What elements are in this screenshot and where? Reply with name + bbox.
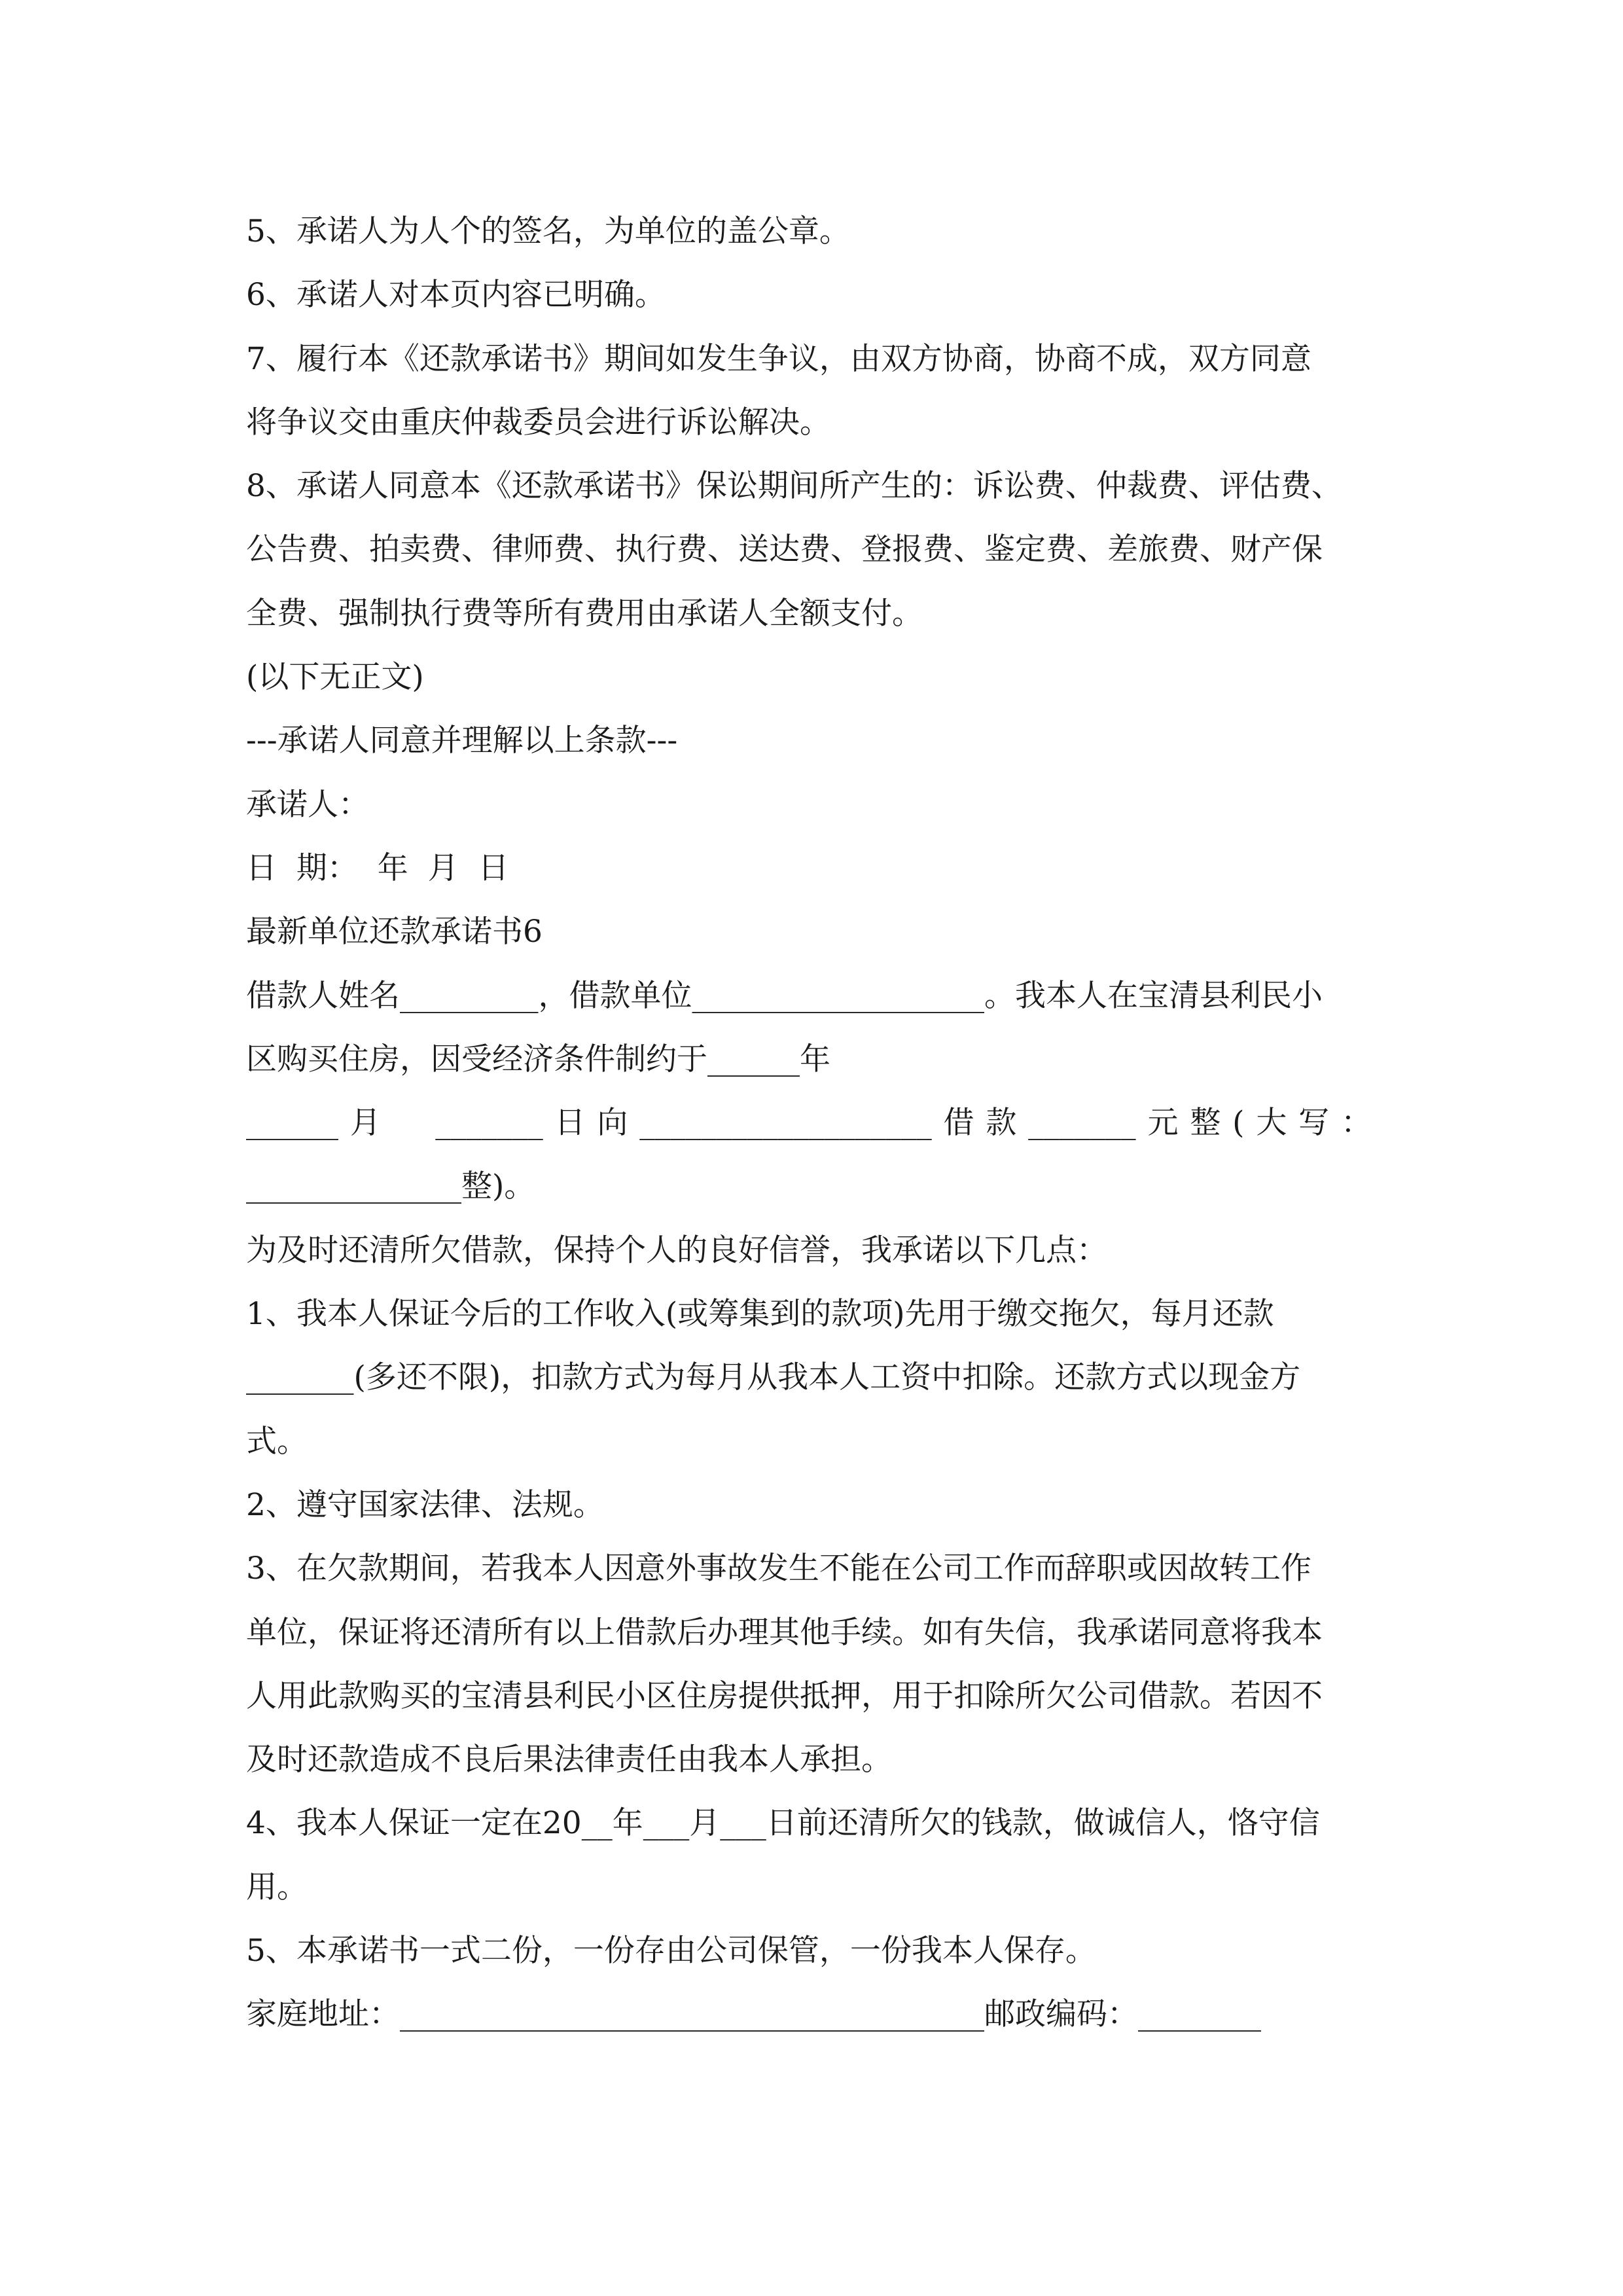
text-line: 承诺人： <box>246 786 369 823</box>
text-line: 2、遵守国家法律、法规。 <box>246 1486 604 1523</box>
text-line: 家庭地址：______________________________________邮政编码：________ <box>246 1996 1261 2033</box>
text-line: 4、我本人保证一定在20__年___月___日前还清所欠的钱款，做诚信人，恪守信 <box>246 1805 1320 1842</box>
text-line: 将争议交由重庆仲裁委员会进行诉讼解决。 <box>246 404 830 440</box>
text-line: (以下无正文) <box>246 659 424 696</box>
text-line: 式。 <box>246 1423 308 1460</box>
text-line: 及时还款造成不良后果法律责任由我本人承担。 <box>246 1742 892 1778</box>
text-line: 人用此款购买的宝清县利民小区住房提供抵押，用于扣除所欠公司借款。若因不 <box>246 1677 1323 1714</box>
text-line: ______月 _______日向___________________借款_______元整(大写： <box>246 1105 1372 1141</box>
text-line: 公告费、拍卖费、律师费、执行费、送达费、登报费、鉴定费、差旅费、财产保 <box>246 531 1323 568</box>
text-line: 单位，保证将还清所有以上借款后办理其他手续。如有失信，我承诺同意将我本 <box>246 1614 1323 1651</box>
document-page <box>246 200 1398 2047</box>
text-line: 借款人姓名_________，借款单位___________________。我本人在宝清县利民小 <box>246 977 1323 1014</box>
text-line: 6、承诺人对本页内容已明确。 <box>246 277 666 314</box>
section-title: 最新单位还款承诺书6 <box>246 914 543 950</box>
text-line: 1、我本人保证今后的工作收入(或筹集到的款项)先用于缴交拖欠，每月还款 <box>246 1296 1274 1333</box>
text-line: 日 期： 年 月 日 <box>246 850 509 886</box>
text-line: 8、承诺人同意本《还款承诺书》保讼期间所产生的：诉讼费、仲裁费、评估费、 <box>246 468 1342 505</box>
text-line: 7、履行本《还款承诺书》期间如发生争议，由双方协商，协商不成，双方同意 <box>246 340 1311 377</box>
text-line: 5、本承诺书一式二份，一份存由公司保管，一份我本人保存。 <box>246 1933 1096 1969</box>
text-line: 区购买住房，因受经济条件制约于______年 <box>246 1041 830 1077</box>
text-line: 为及时还清所欠借款，保持个人的良好信誉，我承诺以下几点： <box>246 1232 1107 1268</box>
text-line: ---承诺人同意并理解以上条款--- <box>246 723 678 759</box>
text-line: 用。 <box>246 1869 308 1905</box>
text-line: 全费、强制执行费等所有费用由承诺人全额支付。 <box>246 595 923 632</box>
text-line: ______________整)。 <box>246 1168 535 1205</box>
text-line: 5、承诺人为人个的签名，为单位的盖公章。 <box>246 213 850 249</box>
text-line: 3、在欠款期间，若我本人因意外事故发生不能在公司工作而辞职或因故转工作 <box>246 1551 1311 1587</box>
text-line: _______(多还不限)，扣款方式为每月从我本人工资中扣除。还款方式以现金方 <box>246 1359 1301 1396</box>
